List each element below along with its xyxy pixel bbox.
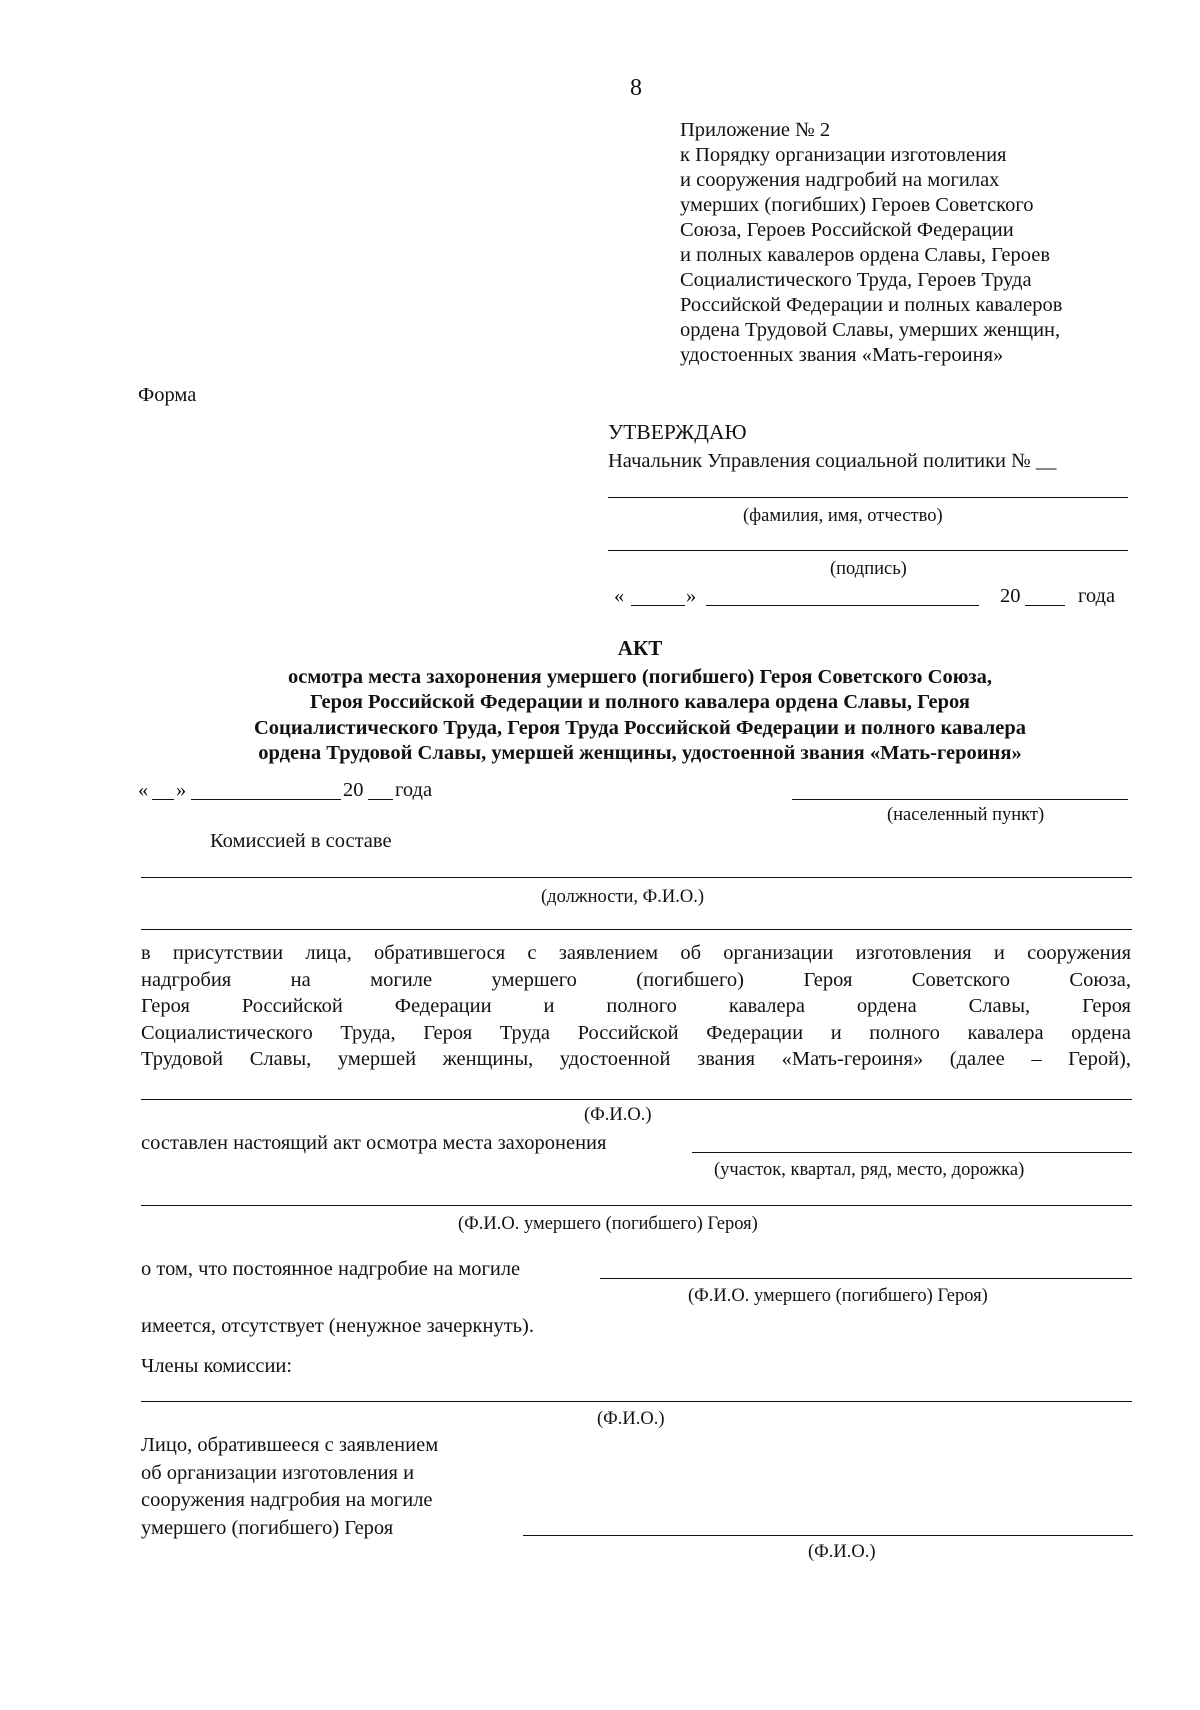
approval-heading: УТВЕРЖДАЮ: [608, 420, 747, 444]
act-year-prefix: 20: [343, 779, 364, 801]
appendix-line: Российской Федерации и полных кавалеров: [680, 294, 1063, 316]
act-month-field[interactable]: [191, 799, 341, 800]
act-title: АКТ: [617, 636, 663, 660]
act-date-open-quote: «: [138, 779, 149, 801]
commission-label: Комиссией в составе: [210, 830, 392, 852]
act-subtitle-line: осмотра места захоронения умершего (погибшего) Героя Советского Союза,: [287, 665, 992, 688]
hero-fio-field[interactable]: [141, 1205, 1132, 1206]
appendix-line: Социалистического Труда, Героев Труда: [680, 269, 1032, 291]
applicant-fio-field[interactable]: [141, 1099, 1132, 1100]
act-place-caption: (населенный пункт): [887, 805, 1045, 825]
applicant-block: [141, 1432, 438, 1542]
hero-fio-caption: (Ф.И.О. умершего (погибшего) Героя): [458, 1214, 758, 1234]
approval-position: Начальник Управления социальной политики № __: [608, 450, 1057, 472]
act-day-field[interactable]: [152, 799, 174, 800]
appendix-heading: [680, 118, 1160, 368]
act-subtitle-line: Социалистического Труда, Героя Труда Российской Федерации и полного кавалера: [253, 716, 1026, 739]
appendix-line: ордена Трудовой Славы, умерших женщин,: [680, 319, 1061, 341]
burial-place-caption: (участок, квартал, ряд, место, дорожка): [714, 1160, 1025, 1180]
appendix-line: к Порядку организации изготовления: [680, 144, 1007, 166]
act-place-field[interactable]: [792, 799, 1128, 800]
approval-signature-line[interactable]: [608, 550, 1128, 551]
approval-year-field[interactable]: [1025, 605, 1065, 606]
appendix-line: Союза, Героев Российской Федерации: [680, 219, 1014, 241]
appendix-line: и полных кавалеров ордена Славы, Героев: [680, 244, 1051, 266]
approval-day-field[interactable]: [631, 605, 685, 606]
appendix-line: и сооружения надгробий на могилах: [680, 169, 1000, 191]
monument-hero-fio-field[interactable]: [600, 1278, 1132, 1279]
approval-year-prefix: 20: [1000, 585, 1021, 607]
monument-text: о том, что постоянное надгробие на могиле: [141, 1258, 521, 1280]
presence-line: Социалистического Труда, Героя Труда Российской Федерации и полного кавалера ордена: [141, 1021, 1131, 1044]
approval-fio-caption: (фамилия, имя, отчество): [743, 506, 943, 526]
applicant-line: Лицо, обратившееся с заявлением: [141, 1434, 439, 1456]
form-label: Форма: [138, 384, 197, 406]
approval-date-close-quote: »: [686, 585, 697, 607]
burial-place-field[interactable]: [692, 1152, 1132, 1153]
approval-date-open-quote: «: [614, 585, 625, 607]
act-date-close-quote: »: [176, 779, 187, 801]
applicant-caption: (Ф.И.О.): [808, 1542, 876, 1562]
members-caption: (Ф.И.О.): [597, 1409, 665, 1429]
monument-caption: (Ф.И.О. умершего (погибшего) Героя): [688, 1286, 988, 1306]
act-year-field[interactable]: [368, 799, 393, 800]
presence-line: в присутствии лица, обратившегося с заявлением об организации изготовления и сооружения: [141, 942, 1131, 964]
appendix-line: удостоенных звания «Мать-героиня»: [680, 344, 1004, 366]
presence-paragraph: [141, 940, 1131, 1073]
applicant-fio-caption: (Ф.И.О.): [584, 1105, 652, 1125]
applicant-line: сооружения надгробия на могиле: [141, 1489, 433, 1511]
act-subtitle-line: ордена Трудовой Славы, умершей женщины, удостоенной звания «Мать-героиня»: [258, 742, 1022, 764]
compiled-text: составлен настоящий акт осмотра места захоронения: [141, 1132, 607, 1154]
commission-members-field[interactable]: [141, 877, 1132, 878]
act-year-suffix: года: [395, 779, 433, 801]
presence-line: надгробия на могиле умершего (погибшего) Героя Советского Союза,: [141, 968, 1131, 991]
appendix-line: умерших (погибших) Героев Советского: [680, 194, 1034, 216]
approval-year-suffix: года: [1078, 585, 1116, 607]
applicant-signature-field[interactable]: [523, 1535, 1133, 1536]
commission-members-field-2[interactable]: [141, 929, 1132, 930]
presence-line: Героя Российской Федерации и полного кавалера ордена Славы, Героя: [141, 995, 1131, 1017]
appendix-line: Приложение № 2: [680, 119, 831, 141]
applicant-line: об организации изготовления и: [141, 1461, 415, 1484]
members-fio-field[interactable]: [141, 1401, 1132, 1402]
members-label: Члены комиссии:: [141, 1355, 293, 1377]
act-title-block: [100, 636, 1180, 767]
approval-fio-line[interactable]: [608, 497, 1128, 498]
approval-month-field[interactable]: [706, 605, 979, 606]
page-number: 8: [630, 75, 642, 101]
commission-caption: (должности, Ф.И.О.): [541, 887, 705, 907]
status-text: имеется, отсутствует (ненужное зачеркнуть).: [141, 1315, 534, 1337]
applicant-line: умершего (погибшего) Героя: [141, 1516, 394, 1539]
presence-line: Трудовой Славы, умершей женщины, удостоенной звания «Мать-героиня» (далее – Герой),: [141, 1048, 1131, 1070]
act-subtitle-line: Героя Российской Федерации и полного кавалера ордена Славы, Героя: [309, 691, 971, 713]
approval-signature-caption: (подпись): [830, 559, 907, 579]
